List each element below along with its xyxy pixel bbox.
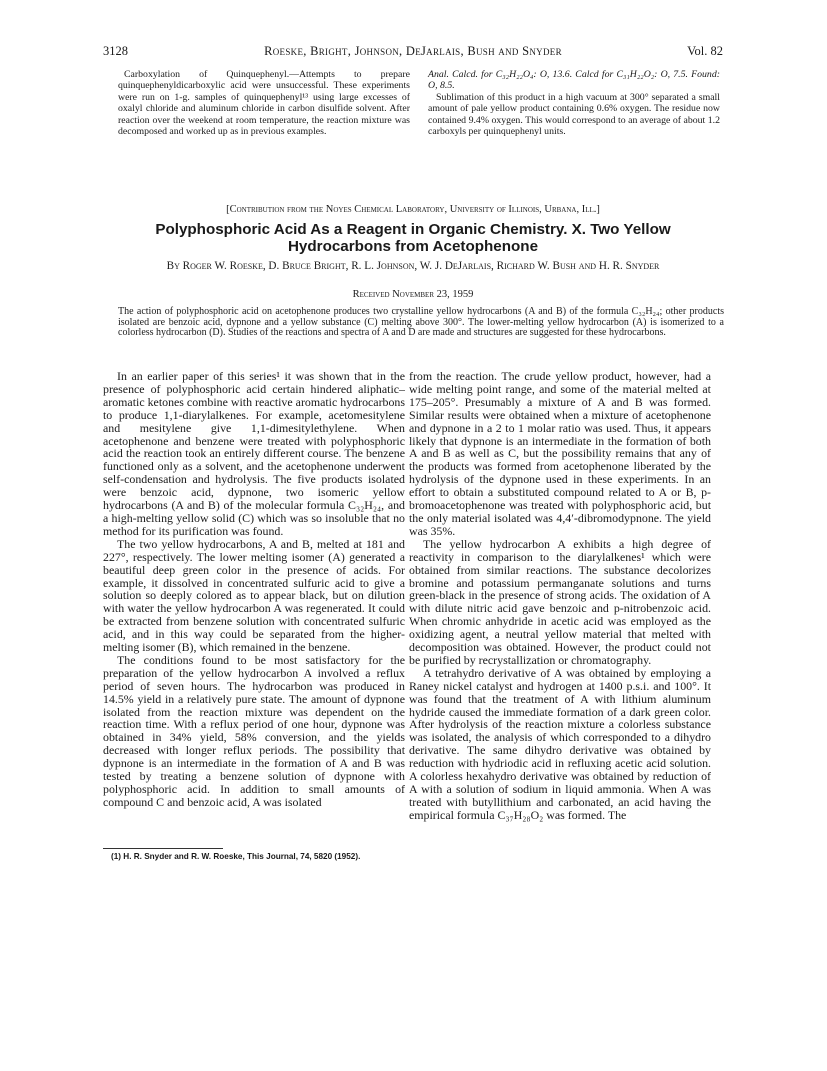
- footnote-rule: [103, 848, 223, 849]
- sublimation-paragraph: Sublimation of this product in a high vacuum at 300° separated a small amount of pale yellow product containing 0.6% oxygen. The residue now contained 9.4% oxygen. This would correspond to an average of about 1.2 carboxyls per quinquephenyl units.: [428, 91, 720, 138]
- paragraph: The yellow hydrocarbon A exhibits a high degree of reactivity in comparison to the diarylalkenes¹ which were obtained from similar reactions. The substance decolorizes bromine and potassium permanganate solutions and turns green-black in the presence of strong acids. The oxidation of A with dilute nitric acid gave benzoic and p-nitrobenzoic acid. When chromic anhydride in acetic acid was employed as the oxidizing agent, a neutral yellow material that melted with decomposition was obtained. However, the product could not be purified by recrystallization or chromatography.: [409, 536, 711, 667]
- analysis-line: Anal. Calcd. for C₃₂H₂₂O₄: O, 13.6. Calcd for C₃₁H₂₂O₂: O, 7.5. Found: O, 8.5.: [428, 69, 720, 92]
- paragraph: In an earlier paper of this series¹ it was shown that in the presence of polyphosphoric acid certain hindered aliphatic–aromatic ketones combine with reactive aromatic hydrocarbons to produce 1,1-diarylalkenes. For example, acetomesitylene and mesitylene give 1,1-dimesitylethylene. When acetophenone and benzene were treated with polyphosphoric acid the reaction took an entirely different course. The benzene functioned only as a solvent, and the acetophenone underwent self-condensation and hydrolysis. The five products isolated were benzoic acid, dypnone, two isomeric yellow hydrocarbons (A and B) of the molecular formula C₃₂H₂₄, and a high-melting yellow solid (C) which was so insoluble that no method for its purification was found.: [103, 369, 405, 538]
- paragraph: The two yellow hydrocarbons, A and B, melted at 181 and 227°, respectively. The lower melting isomer (A) generated a beautiful deep green color in the presence of acids. For example, it dissolved in concentrated sulfuric acid to give a solution so deeply colored as to appear black, but on dilution with water the yellow hydrocarbon A was regenerated. It could be extracted from benzene solution with concentrated sulfuric acid, and in this way could be separated from the higher-melting isomer (B), which remained in the benzene.: [103, 536, 405, 655]
- footnote: (1) H. R. Snyder and R. W. Roeske, This Journal, 74, 5820 (1952).: [111, 852, 361, 861]
- volume-label: Vol. 82: [687, 44, 723, 58]
- contribution-line: [Contribution from the Noyes Chemical Laboratory, University of Illinois, Urbana, Ill.]: [226, 204, 600, 215]
- running-header: [103, 44, 723, 60]
- paragraph: A tetrahydro derivative of A was obtained by employing a Raney nickel catalyst and hydrogen at 1400 p.s.i. and 100°. It was found that the treatment of A with lithium aluminum hydride caused the immediate formation of a dark green color. After hydrolysis of the reaction mixture a colorless substance was isolated, the analysis of which corresponded to a dihydro derivative. The same dihydro derivative was obtained by reduction with hydriodic acid in refluxing acetic acid solution. A colorless hexahydro derivative was obtained by reduction of A with a solution of sodium in liquid ammonia. When A was treated with butyllithium and carbonated, an acid having the empirical formula C₃₇H₂₈O₂ was formed. The: [409, 665, 711, 822]
- running-authors: Roeske, Bright, Johnson, DeJarlais, Bush and Snyder: [264, 44, 562, 58]
- article-title: [103, 221, 723, 255]
- page-number: 3128: [103, 44, 128, 58]
- body-right-column: [409, 370, 711, 822]
- previous-article-left-column: Carboxylation of Quinquephenyl.—Attempts to prepare quinquephenyldicarboxylic acid were unsuccessful. These experiments were run on 1-g. samples of quinquephenyl¹³ using large excesses of oxalyl chloride and aluminum chloride in carbon disulfide solvent. After reaction over the weekend at room temperature, the reaction mixture was decomposed and worked up as in previous examples.: [118, 69, 410, 138]
- paragraph: The conditions found to be most satisfactory for the preparation of the yellow hydrocarbon A involved a reflux period of seven hours. The hydrocarbon was produced in 14.5% yield in a relatively pure state. The amount of dypnone isolated from the reaction mixture was dependent on the reaction time. With a reflux period of one hour, dypnone was obtained in 34% yield, 58% conversion, and the yields decreased with longer reflux periods. The possibility that dypnone is an intermediate in the formation of A and B was tested by treating a benzene solution of dypnone with polyphosphoric acid. In addition to small amounts of compound C and benzoic acid, A was isolated: [103, 652, 405, 809]
- byline: By Roger W. Roeske, D. Bruce Bright, R. L. Johnson, W. J. DeJarlais, Richard W. Bush and H. R. Snyder: [166, 260, 660, 272]
- received-date: Received November 23, 1959: [352, 289, 474, 300]
- paragraph: from the reaction. The crude yellow product, however, had a wide melting point range, and some of the material melted at 175–205°. Presumably a mixture of A and B was formed. Similar results were obtained when a mixture of acetophenone and dypnone in a 2 to 1 molar ratio was used. Thus, it appears likely that dypnone is an intermediate in the formation of both A and B as well as C, but the possibility remains that any of the products was formed from acetophenone liberated by the hydrolysis of the dypnone used in these experiments. In an effort to obtain a substituted compound related to A or B, p-bromoacetophenone was treated with polyphosphoric acid, but the only material isolated was 4,4′-dibromodypnone. The yield was 35%.: [409, 369, 711, 538]
- body-left-column: [103, 370, 405, 809]
- title-line-2: Hydrocarbons from Acetophenone: [287, 238, 539, 255]
- previous-article-right-column: [428, 69, 720, 137]
- abstract: The action of polyphosphoric acid on acetophenone produces two crystalline yellow hydrocarbons (A and B) of the formula C₃₂H₂₄; other products isolated are benzoic acid, dypnone and a yellow substance (C) melting above 300°. The lower-melting yellow hydrocarbon (A) is isomerized to a colorless hydrocarbon (D). Studies of the reactions and spectra of A and D are made and structures are suggested for these hydrocarbons.: [118, 306, 724, 339]
- title-line-1: Polyphosphoric Acid As a Reagent in Organic Chemistry. X. Two Yellow: [155, 221, 671, 238]
